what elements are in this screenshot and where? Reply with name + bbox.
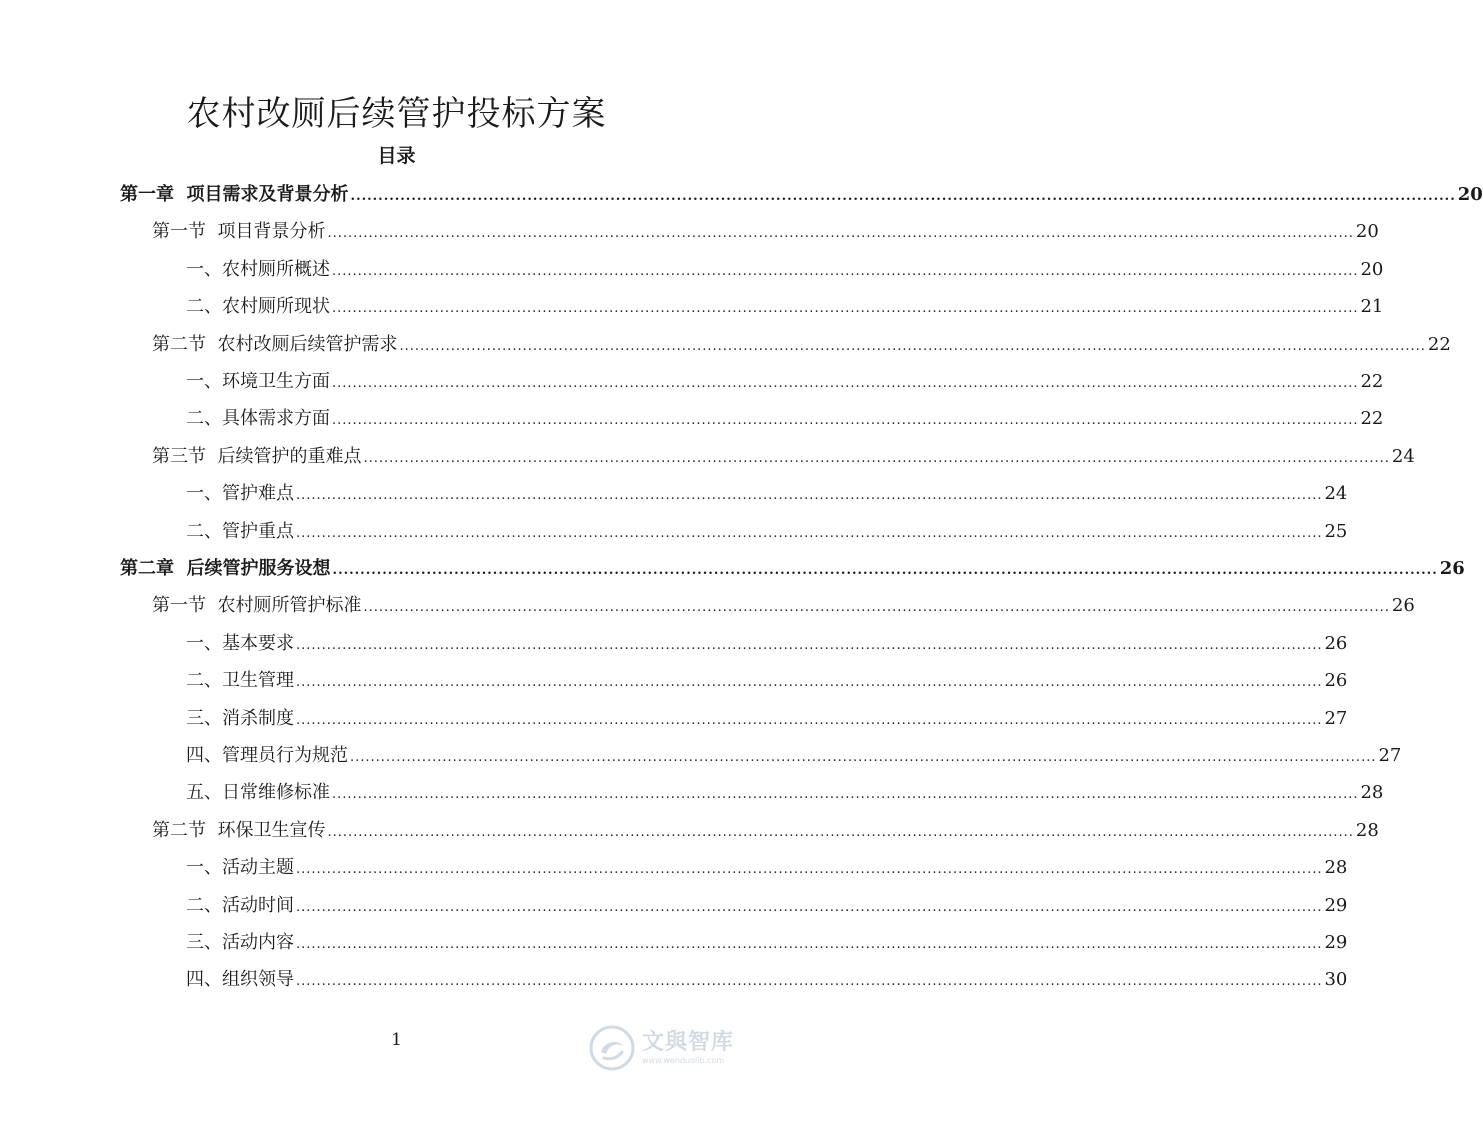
toc-entry-label: 第二节 环保卫生宣传 [152, 819, 326, 841]
toc-leader-dots: ........................................................................................................................................................................................................ [363, 450, 1390, 466]
toc-entry-page: 27 [1378, 745, 1402, 766]
toc-entry-page: 20 [1355, 221, 1379, 243]
toc-entry-label: 一、活动主题 [186, 857, 294, 879]
toc-entry[interactable] [120, 550, 1465, 587]
toc-entry-label: 第二节 农村改厕后续管护需求 [152, 333, 398, 355]
page-number: 1 [391, 1030, 402, 1050]
toc-entry[interactable] [186, 400, 1384, 437]
toc-entry-page: 28 [1360, 782, 1384, 804]
toc-entry-label: 四、组织领导 [186, 969, 294, 991]
toc-entry-page: 26 [1324, 632, 1348, 654]
toc-leader-dots: ........................................................................................................................................................................................................ [399, 338, 1426, 354]
toc-entry-label: 二、农村厕所现状 [186, 296, 330, 318]
toc-leader-dots: ........................................................................................................................................................................................................ [332, 376, 1359, 391]
toc-entry-label: 二、卫生管理 [186, 670, 294, 692]
toc-entry-page: 30 [1324, 969, 1348, 991]
toc-entry-page: 29 [1324, 894, 1348, 916]
toc-leader-dots: ........................................................................................................................................................................................................ [296, 637, 1323, 653]
toc-leader-dots: ........................................................................................................................................................................................................ [332, 413, 1359, 429]
toc-leader-dots: ........................................................................................................................................................................................................ [332, 563, 1438, 578]
toc-entry-page: 21 [1360, 296, 1384, 318]
toc-leader-dots: ........................................................................................................................................................................................................ [363, 600, 1390, 616]
toc-entry[interactable] [186, 737, 1402, 774]
toc-entry-label: 五、日常维修标准 [186, 782, 330, 804]
toc-entry[interactable] [186, 774, 1384, 811]
document-title: 农村改厕后续管护投标方案 [186, 94, 607, 134]
toc-entry[interactable] [186, 513, 1348, 550]
toc-entry[interactable] [152, 812, 1379, 849]
watermark-url: www.wenduolib.com [642, 1056, 725, 1065]
toc-entry-page: 26 [1391, 595, 1415, 617]
toc-entry[interactable] [186, 924, 1348, 961]
toc-entry-label: 一、基本要求 [186, 632, 294, 654]
toc-leader-dots: ........................................................................................................................................................................................................ [296, 675, 1323, 691]
toc-leader-dots: ........................................................................................................................................................................................................ [327, 226, 1354, 242]
toc-entry[interactable] [186, 700, 1348, 737]
toc-entry[interactable] [152, 213, 1379, 250]
toc-entry-page: 25 [1324, 520, 1348, 542]
toc-leader-dots: ........................................................................................................................................................................................................ [332, 787, 1359, 803]
toc-entry[interactable] [120, 176, 1483, 213]
toc-entry[interactable] [186, 887, 1348, 924]
toc-leader-dots: ........................................................................................................................................................................................................ [350, 750, 1377, 765]
toc-leader-dots: ........................................................................................................................................................................................................ [332, 301, 1359, 317]
toc-leader-dots: ........................................................................................................................................................................................................ [296, 862, 1323, 878]
toc-entry[interactable] [152, 587, 1415, 624]
toc-entry-label: 一、农村厕所概述 [186, 258, 330, 280]
toc-leader-dots: ........................................................................................................................................................................................................ [296, 488, 1323, 504]
toc-entry-page: 27 [1324, 707, 1348, 729]
watermark-name: 文與智库 [642, 1030, 735, 1055]
toc-leader-dots: ........................................................................................................................................................................................................ [327, 824, 1354, 840]
toc-entry[interactable] [186, 475, 1348, 512]
toc-leader-dots: ........................................................................................................................................................................................................ [296, 525, 1323, 541]
toc-entry-page: 28 [1355, 819, 1379, 841]
toc-leader-dots: ........................................................................................................................................................................................................ [332, 263, 1359, 279]
toc-entry-label: 四、管理员行为规范 [186, 745, 348, 766]
toc-entry-label: 二、管护重点 [186, 520, 294, 542]
toc-entry-page: 26 [1439, 558, 1465, 579]
toc-entry-label: 三、活动内容 [186, 932, 294, 953]
toc-entry[interactable] [186, 662, 1348, 699]
toc-heading: 目录 [377, 145, 416, 167]
toc-entry-label: 第一章 项目需求及背景分析 [120, 184, 349, 205]
toc-entry-label: 第三节 后续管护的重难点 [152, 445, 362, 467]
toc-entry[interactable] [186, 251, 1384, 288]
toc-leader-dots: ........................................................................................................................................................................................................ [296, 974, 1323, 990]
toc-entry[interactable] [152, 326, 1451, 363]
toc-entry-label: 二、具体需求方面 [186, 408, 330, 430]
toc-entry[interactable] [186, 849, 1348, 886]
toc-entry-label: 第一节 农村厕所管护标准 [152, 595, 362, 617]
toc-leader-dots: ........................................................................................................................................................................................................ [350, 189, 1456, 204]
toc-entry-label: 一、环境卫生方面 [186, 371, 330, 392]
toc-entry-page: 22 [1360, 408, 1384, 430]
toc-entry[interactable] [186, 625, 1348, 662]
toc-entry-label: 第二章 后续管护服务设想 [120, 558, 331, 579]
watermark-logo-icon [588, 1024, 636, 1072]
toc-entry[interactable] [186, 288, 1384, 325]
toc-leader-dots: ........................................................................................................................................................................................................ [296, 937, 1323, 952]
toc-entry-page: 22 [1360, 371, 1384, 392]
toc-entry-page: 29 [1324, 932, 1348, 953]
toc-entry[interactable] [152, 438, 1415, 475]
toc-entry[interactable] [186, 961, 1348, 998]
toc-entry-page: 20 [1360, 258, 1384, 280]
toc-entry-label: 三、消杀制度 [186, 707, 294, 729]
toc-entry-page: 26 [1324, 670, 1348, 692]
toc-leader-dots: ........................................................................................................................................................................................................ [296, 899, 1323, 915]
toc-entry-page: 28 [1324, 857, 1348, 879]
toc-leader-dots: ........................................................................................................................................................................................................ [296, 712, 1323, 728]
toc-entry-page: 24 [1324, 483, 1348, 505]
toc-entry-label: 第一节 项目背景分析 [152, 221, 326, 243]
toc-entry-label: 二、活动时间 [186, 894, 294, 916]
toc-entry-page: 22 [1427, 333, 1451, 355]
toc-entry[interactable] [186, 363, 1384, 400]
toc-entry-page: 24 [1391, 445, 1415, 467]
watermark [588, 1022, 768, 1074]
watermark-text [642, 1030, 734, 1066]
toc-entry-page: 20 [1457, 184, 1483, 205]
toc-entry-label: 一、管护难点 [186, 483, 294, 505]
